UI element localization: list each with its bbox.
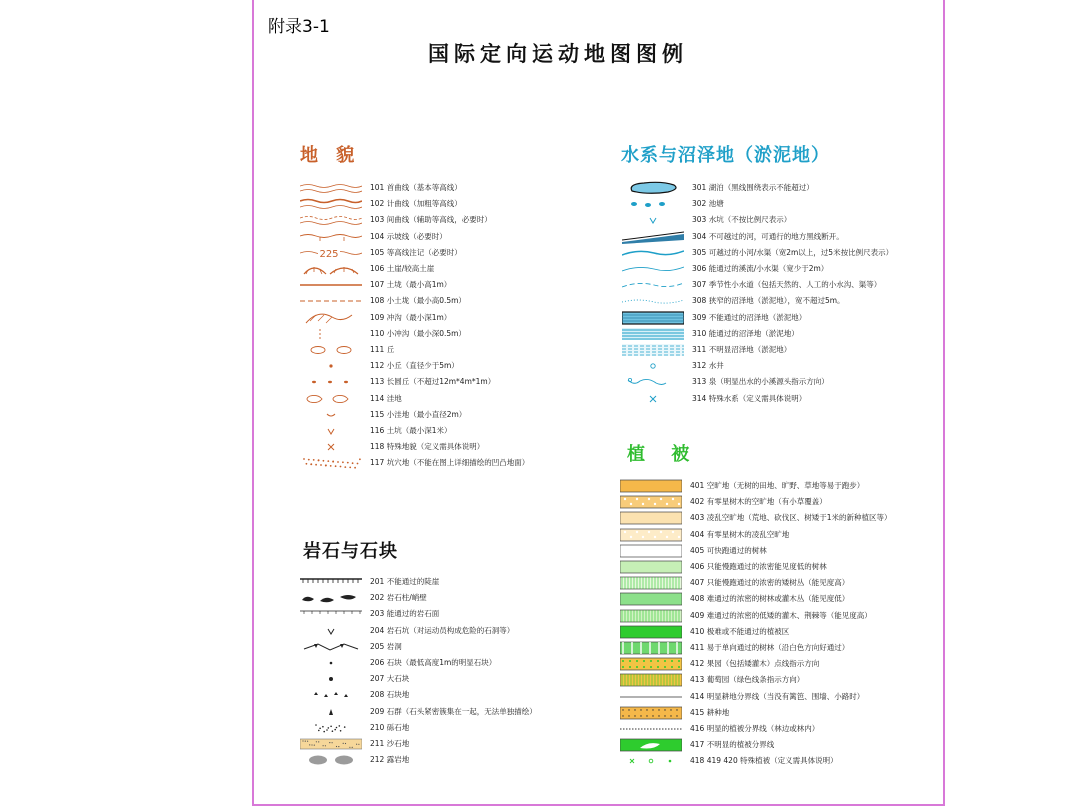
- legend-label: 118 特殊地貌（定义需具体说明）: [370, 442, 485, 452]
- legend-label: 306 能通过的溪流/小水渠（宽少于2m）: [692, 264, 829, 273]
- seasonal-watercourse-icon: [622, 278, 684, 292]
- indistinct-vegetation-boundary-icon: [620, 738, 682, 752]
- legend-label: 408 难通过的浓密的树林或灌木丛（能见度低）: [690, 594, 850, 604]
- stony-ground-icon: [300, 721, 362, 735]
- form-line-icon: [300, 213, 362, 227]
- legend-label: 206 石块（最低高度1m的明显石块）: [370, 658, 497, 667]
- legend-label: 205 岩洞: [370, 641, 402, 651]
- boulder-field-icon: [300, 688, 362, 702]
- legend-label: 414 明显耕地分界线（当没有篱笆、围墙、小路时）: [690, 691, 865, 701]
- depression-icon: [300, 392, 362, 406]
- appendix-label: 附录3-1: [268, 17, 330, 37]
- legend-label: 314 特殊水系（定义需具体说明）: [692, 393, 807, 403]
- contour-icon: [300, 181, 362, 195]
- marsh-icon: [622, 327, 684, 341]
- vegetation-boundary-icon: [620, 722, 682, 736]
- impassable-cliff-icon: [300, 575, 362, 589]
- bare-rock-icon: [300, 753, 362, 767]
- legend-label: 208 石块地: [370, 690, 410, 700]
- vineyard-icon: [620, 673, 682, 687]
- rocks-heading: 岩石与石块: [303, 541, 398, 562]
- page-title: 国际定向运动地图图例: [428, 42, 688, 66]
- legend-label: 204 岩石坑（对运动员构成危险的石洞等）: [370, 625, 515, 635]
- uncrossable-marsh-icon: [622, 311, 684, 325]
- narrow-marsh-icon: [622, 294, 684, 308]
- legend-label: 102 计曲线（加粗等高线）: [370, 199, 462, 209]
- slope-line-icon: [300, 230, 362, 244]
- legend-label: 211 沙石地: [370, 739, 410, 748]
- rock-pillar-icon: [300, 591, 362, 605]
- runnable-forest-icon: [620, 544, 682, 558]
- legend-label: 308 狭窄的沼泽地（淤泥地），宽不超过5m。: [692, 296, 845, 306]
- legend-label: 113 长圆丘（不超过12m*4m*1m）: [370, 377, 496, 387]
- legend-label: 105 等高线注记（必要时）: [370, 247, 462, 257]
- legend-label: 112 小丘（直径少于5m）: [370, 361, 459, 371]
- one-way-forest-icon: [620, 641, 682, 655]
- svg-text:225: 225: [319, 248, 339, 260]
- lake-icon: [622, 181, 684, 195]
- elongated-knoll-icon: [300, 375, 362, 389]
- legend-label: 412 果园（包括矮灌木）点线指示方向: [690, 659, 820, 669]
- special-water-icon: [622, 392, 684, 406]
- legend-label: 108 小土垅（最小高0.5m）: [370, 296, 466, 306]
- water-hole-icon: [622, 213, 684, 227]
- legend-label: 410 极难或不能通过的植被区: [690, 626, 790, 636]
- legend-label: 106 土崖/较高土崖: [370, 264, 435, 273]
- landforms-heading: 地 貌: [300, 145, 361, 166]
- spring-icon: [622, 375, 684, 389]
- legend-label: 401 空旷地（无树的田地、旷野、草地等易于跑步）: [690, 481, 865, 490]
- legend-label: 301 湖泊（黑线围绕表示不能超过）: [692, 183, 814, 192]
- legend-label: 209 石群（石头紧密簇集在一起，无法单独描绘）: [370, 706, 537, 716]
- legend-label: 117 坑穴地（不能在图上详细描绘的凹凸地面）: [370, 458, 530, 468]
- cultivated-land-icon: [620, 706, 682, 720]
- crossable-watercourse-icon: [622, 246, 684, 260]
- legend-label: 111 丘: [370, 345, 395, 354]
- impassable-vegetation-icon: [620, 625, 682, 639]
- cultivation-boundary-icon: [620, 690, 682, 704]
- legend-label: 114 洼地: [370, 393, 402, 403]
- legend-label: 115 小洼地（最小直径2m）: [370, 409, 467, 419]
- legend-label: 404 有零星树木的凌乱空旷地: [690, 529, 790, 539]
- legend-label: 409 难通过的浓密的低矮的灌木、荆棘等（能见度高）: [690, 610, 872, 620]
- open-land-scattered-trees-icon: [620, 495, 682, 509]
- legend-label: 311 不明显沼泽地（淤泥地）: [692, 345, 792, 354]
- legend-label: 210 砾石地: [370, 722, 410, 732]
- erosion-gully-icon: [300, 311, 362, 325]
- legend-label: 415 耕种地: [690, 707, 730, 717]
- legend-label: 413 葡萄园（绿色线条指示方向）: [690, 675, 805, 685]
- legend-label: 407 只能慢跑通过的浓密的矮树丛（能见度高）: [690, 578, 850, 588]
- legend-label: 416 明显的植被分界线（林边或林内）: [690, 724, 820, 733]
- boulder-cluster-icon: [300, 705, 362, 719]
- pit-icon: [300, 424, 362, 438]
- legend-label: 109 冲沟（最小深1m）: [370, 312, 452, 322]
- rocky-pit-icon: [300, 624, 362, 638]
- legend-label: 303 水坑（不按比例尺表示）: [692, 215, 792, 225]
- difficult-undergrowth-icon: [620, 609, 682, 623]
- legend-label: 403 凌乱空旷地（荒地、砍伐区、树矮于1米的新种植区等）: [690, 513, 892, 523]
- legend-label: 212 露岩地: [370, 755, 410, 765]
- special-vegetation-icon: [620, 754, 682, 768]
- legend-label: 202 岩石柱/峭壁: [370, 593, 427, 603]
- legend-label: 417 不明显的植被分界线: [690, 740, 775, 750]
- knoll-icon: [300, 343, 362, 357]
- legend-label: 103 间曲线（辅助等高线，必要时）: [370, 215, 492, 225]
- large-boulder-icon: [300, 672, 362, 686]
- vegetation-heading: 植 被: [627, 444, 700, 465]
- indistinct-marsh-icon: [622, 343, 684, 357]
- legend-label: 411 易于单向通过的树林（沿白色方向好通过）: [690, 643, 850, 652]
- slow-run-forest-icon: [620, 560, 682, 574]
- legend-label: 406 只能慢跑通过的浓密能见度低的树林: [690, 562, 827, 571]
- legend-label: 207 大石块: [370, 674, 410, 684]
- small-depression-icon: [300, 408, 362, 422]
- broken-ground-icon: [300, 456, 362, 470]
- legend-label: 313 泉（明显出水的小溪源头指示方向）: [692, 377, 829, 387]
- index-contour-icon: [300, 197, 362, 211]
- legend-label: 305 可越过的小河/水渠（宽2m以上，过5米按比例尺表示）: [692, 247, 894, 257]
- earth-bank-icon: [300, 262, 362, 276]
- orchard-icon: [620, 657, 682, 671]
- cave-icon: [300, 640, 362, 654]
- legend-label: 110 小冲沟（最小深0.5m）: [370, 328, 466, 338]
- small-earth-wall-icon: [300, 294, 362, 308]
- boulder-icon: [300, 656, 362, 670]
- earth-wall-icon: [300, 278, 362, 292]
- uncrossable-river-icon: [622, 230, 684, 244]
- legend-label: 203 能通过的岩石面: [370, 609, 440, 619]
- small-gully-icon: [300, 327, 362, 341]
- legend-label: 405 可快跑通过的树林: [690, 545, 767, 555]
- small-stream-icon: [622, 262, 684, 276]
- special-landform-icon: [300, 440, 362, 454]
- rough-open-land-trees-icon: [620, 528, 682, 542]
- slow-run-undergrowth-icon: [620, 576, 682, 590]
- open-land-icon: [620, 479, 682, 493]
- legend-label: 107 土垅（最小高1m）: [370, 280, 452, 290]
- legend-label: 116 土坑（最小深1米）: [370, 426, 452, 435]
- legend-label: 312 水井: [692, 361, 724, 371]
- legend-label: 104 示坡线（必要时）: [370, 231, 447, 241]
- rough-open-land-icon: [620, 511, 682, 525]
- difficult-forest-icon: [620, 592, 682, 606]
- pond-icon: [622, 197, 684, 211]
- well-icon: [622, 359, 684, 373]
- small-knoll-icon: [300, 359, 362, 373]
- legend-label: 307 季节性小水道（包括天然的、人工的小水沟、渠等）: [692, 280, 882, 290]
- water-heading: 水系与沼泽地（淤泥地）: [621, 145, 830, 166]
- legend-label: 201 不能通过的陡崖: [370, 577, 440, 586]
- legend-label: 304 不可越过的河，可通行的地方黑线断开。: [692, 231, 844, 241]
- passable-rock-face-icon: [300, 607, 362, 621]
- legend-label: 402 有零星树木的空旷地（有小草覆盖）: [690, 497, 827, 507]
- sandy-ground-icon: [300, 737, 362, 751]
- legend-label: 310 能通过的沼泽地（淤泥地）: [692, 328, 799, 338]
- legend-label: 302 池塘: [692, 199, 724, 209]
- legend-label: 418 419 420 特殊植被（定义需具体说明）: [690, 756, 838, 766]
- legend-label: 101 首曲线（基本等高线）: [370, 183, 462, 192]
- contour-value-icon: [300, 246, 362, 260]
- legend-label: 309 不能通过的沼泽地（淤泥地）: [692, 312, 807, 322]
